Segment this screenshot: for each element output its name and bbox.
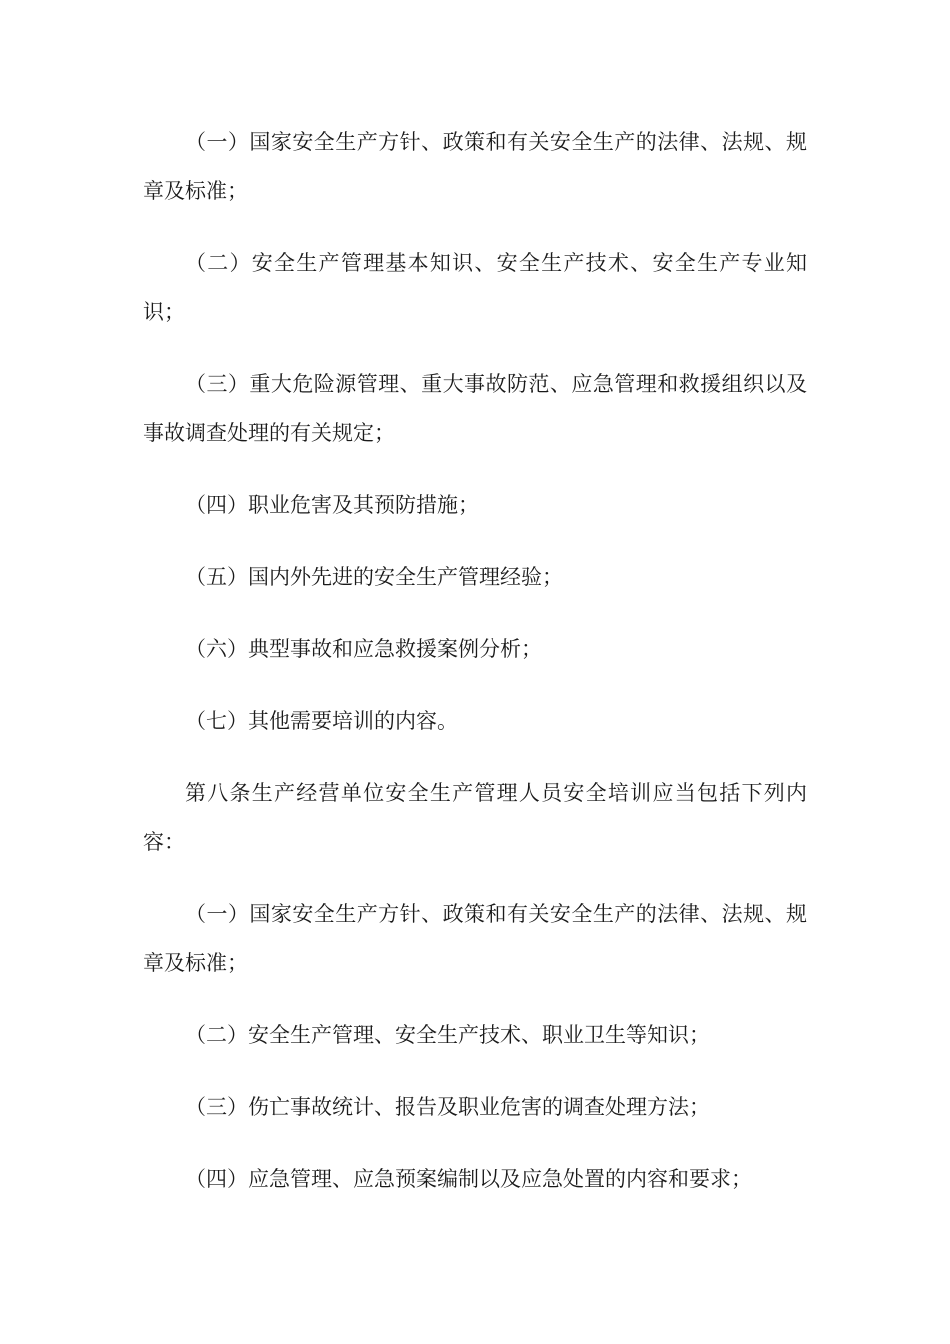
paragraph-item-10: （三）伤亡事故统计、报告及职业危害的调查处理方法； <box>185 1095 710 1119</box>
paragraph-item-4: （四）职业危害及其预防措施； <box>185 493 479 517</box>
document-body <box>143 118 807 1227</box>
paragraph-item-3: （三）重大危险源管理、重大事故防范、应急管理和救援组织以及事故调查处理的有关规定； <box>143 372 807 445</box>
paragraph-item-11: （四）应急管理、应急预案编制以及应急处置的内容和要求； <box>185 1167 752 1191</box>
paragraph-item-5: （五）国内外先进的安全生产管理经验； <box>185 565 563 589</box>
paragraph-item-9: （二）安全生产管理、安全生产技术、职业卫生等知识； <box>185 1023 710 1047</box>
paragraph-item-7: （七）其他需要培训的内容。 <box>185 709 458 733</box>
paragraph-item-2: （二）安全生产管理基本知识、安全生产技术、安全生产专业知识； <box>143 251 807 324</box>
paragraph-item-6: （六）典型事故和应急救援案例分析； <box>185 637 542 661</box>
article-8-heading-paragraph: 第八条生产经营单位安全生产管理人员安全培训应当包括下列内容： <box>143 781 807 854</box>
paragraph-item-8: （一）国家安全生产方针、政策和有关安全生产的法律、法规、规章及标准； <box>143 902 807 975</box>
paragraph-item-1: （一）国家安全生产方针、政策和有关安全生产的法律、法规、规章及标准； <box>143 130 807 203</box>
